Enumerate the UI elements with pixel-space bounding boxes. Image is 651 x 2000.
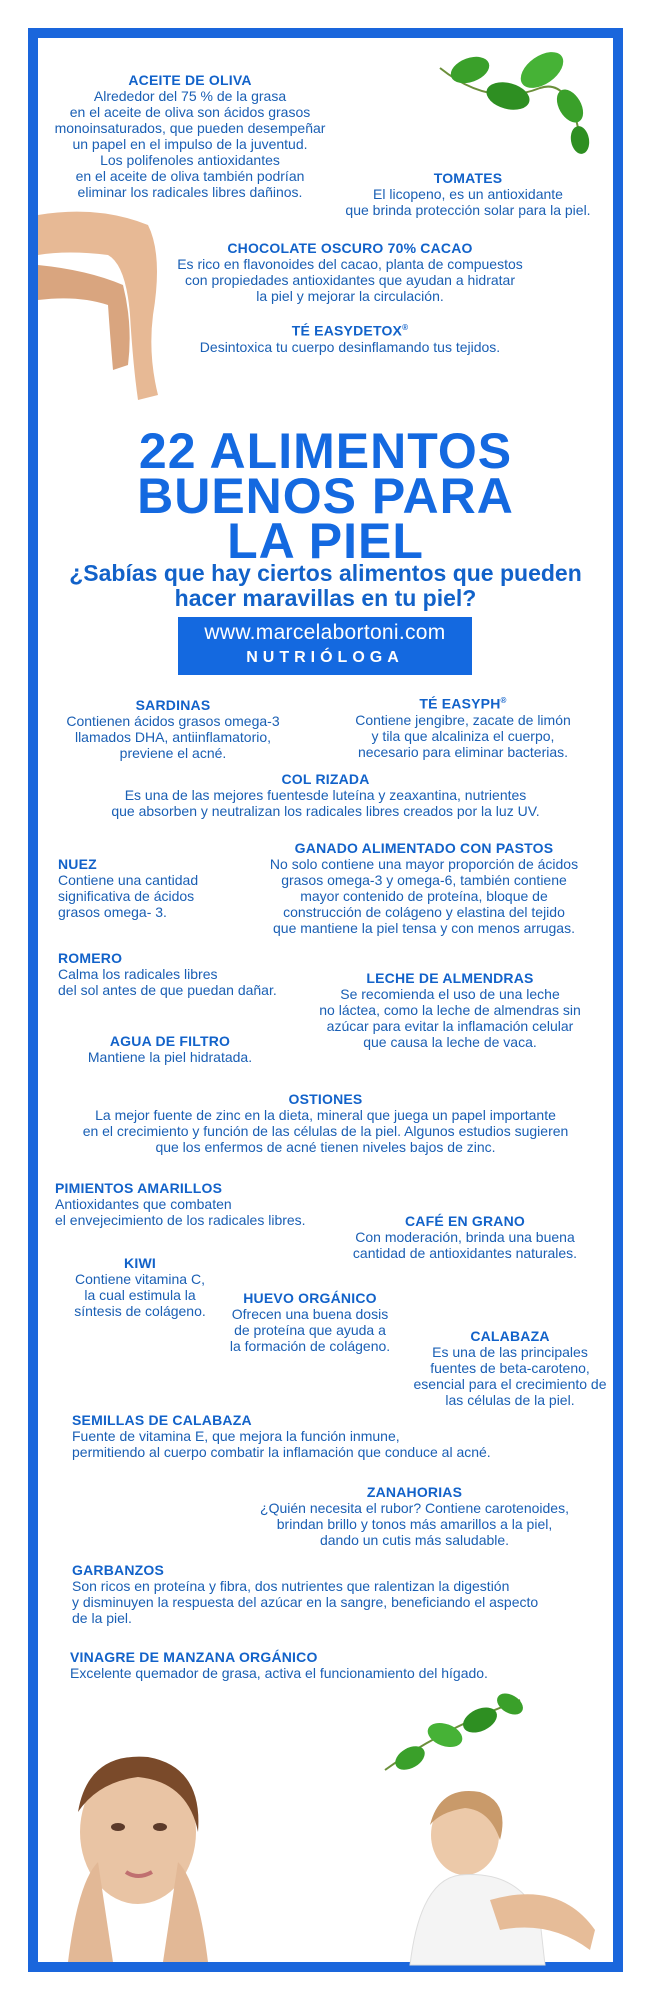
woman-face-illustration bbox=[38, 1742, 238, 1962]
woman-sitting-illustration bbox=[370, 1780, 600, 1965]
item-description: Fuente de vitamina E, que mejora la función inmune, permitiendo al cuerpo combatir la inflamación que conduce al acné. bbox=[72, 1428, 491, 1460]
item-description: Excelente quemador de grasa, activa el funcionamiento del hígado. bbox=[70, 1665, 488, 1681]
item-description: Contiene jengibre, zacate de limón y tila que alcaliniza el cuerpo, necesario para eliminar bacterias. bbox=[355, 711, 571, 760]
item-te-easydetox bbox=[190, 320, 510, 355]
item-title-row bbox=[190, 320, 510, 339]
page-title-line-3: LA PIEL bbox=[227, 513, 424, 569]
item-tomates bbox=[318, 170, 618, 218]
item-title: SARDINAS bbox=[135, 697, 211, 713]
item-semillas-de-calabaza bbox=[72, 1412, 602, 1460]
item-title: VINAGRE DE MANZANA ORGÁNICO bbox=[70, 1649, 318, 1665]
item-title: ACEITE DE OLIVA bbox=[128, 72, 252, 88]
item-title: OSTIONES bbox=[288, 1091, 363, 1107]
item-title: CAFÉ EN GRANO bbox=[404, 1213, 526, 1229]
item-title: AGUA DE FILTRO bbox=[109, 1033, 231, 1049]
item-title: GANADO ALIMENTADO CON PASTOS bbox=[294, 840, 554, 856]
item-description: Ofrecen una buena dosis de proteína que ayuda a la formación de colágeno. bbox=[229, 1306, 391, 1354]
item-title: ZANAHORIAS bbox=[366, 1484, 463, 1500]
item-title-row bbox=[338, 693, 588, 712]
item-aceite-de-oliva bbox=[40, 72, 340, 200]
leaves-top-illustration bbox=[430, 48, 600, 178]
item-title: COL RIZADA bbox=[281, 771, 370, 787]
profession-label: NUTRIÓLOGA bbox=[246, 649, 404, 666]
item-title: CALABAZA bbox=[470, 1328, 550, 1344]
item-description: Se recomienda el uso de una leche no láctea, como la leche de almendras sin azúcar para evitar la inflamación celular que causa la leche de vaca. bbox=[319, 986, 581, 1050]
leaves-bottom-illustration bbox=[380, 1690, 530, 1790]
website-banner bbox=[178, 617, 472, 675]
website-url[interactable]: www.marcelabortoni.com bbox=[204, 621, 446, 644]
item-col-rizada bbox=[40, 771, 611, 819]
item-vinagre-de-manzana bbox=[70, 1649, 570, 1681]
item-description: Alrededor del 75 % de la grasa en el aceite de oliva son ácidos grasos monoinsaturados, que pueden desempeñar un papel en el impulso de la juventud. Los polifenoles antioxidantes en el aceite de oliva también podrían eliminar los radicales libres dañinos. bbox=[54, 88, 326, 200]
item-calabaza bbox=[400, 1328, 620, 1408]
item-zanahorias bbox=[232, 1484, 597, 1548]
subtitle-line-2: hacer maravillas en tu piel? bbox=[174, 585, 477, 611]
item-title: HUEVO ORGÁNICO bbox=[243, 1290, 377, 1306]
item-title: NUEZ bbox=[58, 856, 97, 872]
item-description: Desintoxica tu cuerpo desinflamando tus tejidos. bbox=[199, 338, 501, 355]
item-cafe-en-grano bbox=[330, 1213, 600, 1261]
page-title-line-1: 22 ALIMENTOS bbox=[138, 423, 513, 479]
item-description: Contiene una cantidad significativa de ácidos grasos omega- 3. bbox=[58, 872, 199, 920]
item-description: La mejor fuente de zinc en la dieta, mineral que juega un papel importante en el crecimiento y función de las células de la piel. Algunos estudios sugieren que los enfermos de acné tienen niveles bajos de zinc. bbox=[82, 1107, 569, 1155]
item-pimientos-amarillos bbox=[55, 1180, 355, 1228]
item-ostiones bbox=[40, 1091, 611, 1155]
item-kiwi bbox=[60, 1255, 220, 1319]
item-leche-de-almendras bbox=[300, 970, 600, 1050]
item-sardinas bbox=[46, 697, 300, 761]
item-title: GARBANZOS bbox=[72, 1562, 165, 1578]
item-description: Contiene vitamina C, la cual estimula la síntesis de colágeno. bbox=[74, 1271, 206, 1319]
item-ganado bbox=[238, 840, 610, 936]
item-description: Es rico en flavonoides del cacao, planta de compuestos con propiedades antioxidantes que ayudan a hidratar la piel y mejorar la circulación. bbox=[177, 256, 523, 304]
item-huevo-organico bbox=[210, 1290, 410, 1354]
item-description: El licopeno, es un antioxidante que brinda protección solar para la piel. bbox=[345, 186, 591, 218]
item-description: Mantiene la piel hidratada. bbox=[87, 1049, 253, 1065]
item-description: No solo contiene una mayor proporción de ácidos grasos omega-3 y omega-6, también contiene mayor contenido de proteína, bloque de construcción de colágeno y elastina del tejido que mantiene la piel tensa y con menos arrugas. bbox=[269, 856, 579, 936]
page-title-line-2: BUENOS PARA bbox=[137, 468, 514, 524]
item-title: KIWI bbox=[124, 1255, 156, 1271]
item-description: Es una de las principales fuentes de beta-caroteno, esencial para el crecimiento de las células de la piel. bbox=[413, 1344, 607, 1408]
item-title: SEMILLAS DE CALABAZA bbox=[72, 1412, 252, 1428]
item-title: LECHE DE ALMENDRAS bbox=[366, 970, 534, 986]
item-agua-de-filtro bbox=[60, 1033, 280, 1065]
subtitle-line-1: ¿Sabías que hay ciertos alimentos que pueden bbox=[69, 560, 582, 586]
item-title: TOMATES bbox=[433, 170, 503, 186]
item-title: PIMIENTOS AMARILLOS bbox=[55, 1180, 223, 1196]
item-description: Son ricos en proteína y fibra, dos nutrientes que ralentizan la digestión y disminuyen la respuesta del azúcar en la sangre, beneficiando el aspecto de la piel. bbox=[72, 1578, 539, 1626]
item-title: ROMERO bbox=[58, 950, 123, 966]
item-description: Contienen ácidos grasos omega-3 llamados DHA, antiinflamatorio, previene el acné. bbox=[66, 713, 280, 761]
item-garbanzos bbox=[72, 1562, 612, 1626]
item-title: TÉ EASYDETOX bbox=[291, 322, 403, 339]
item-description: Es una de las mejores fuentesde luteína y zeaxantina, nutrientes que absorben y neutralizan los radicales libres creados por la luz UV. bbox=[111, 787, 540, 819]
item-description: Con moderación, brinda una buena cantidad de antioxidantes naturales. bbox=[352, 1229, 578, 1261]
registered-mark: ® bbox=[402, 323, 409, 332]
item-nuez bbox=[58, 856, 238, 920]
item-description: Calma los radicales libres del sol antes de que puedan dañar. bbox=[58, 966, 277, 998]
item-description: Antioxidantes que combaten el envejecimiento de los radicales libres. bbox=[55, 1196, 306, 1228]
item-description: ¿Quién necesita el rubor? Contiene carotenoides, brindan brillo y tonos más amarillos a la piel, dando un cutis más saludable. bbox=[260, 1500, 569, 1548]
item-title: CHOCOLATE OSCURO 70% CACAO bbox=[227, 240, 473, 256]
registered-mark: ® bbox=[500, 696, 507, 705]
item-title: TÉ EASYPH bbox=[419, 695, 501, 712]
item-chocolate-oscuro bbox=[150, 240, 550, 304]
item-te-easyph bbox=[338, 693, 588, 760]
item-romero bbox=[58, 950, 318, 998]
